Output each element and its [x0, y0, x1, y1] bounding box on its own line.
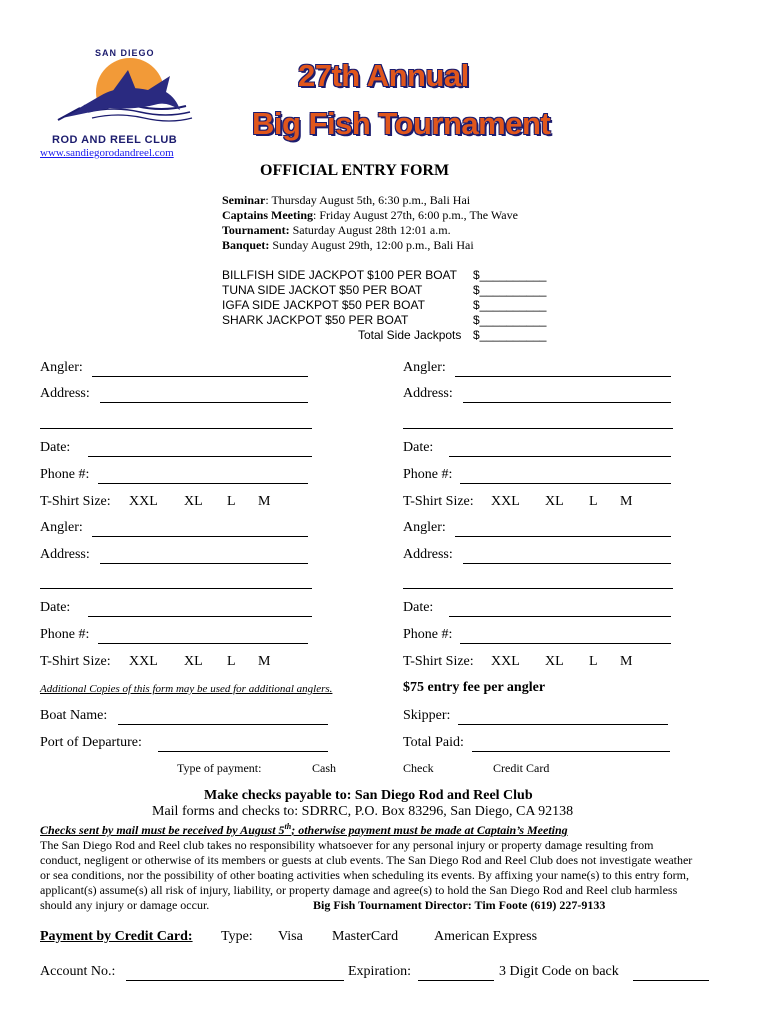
- date-2-field[interactable]: [449, 442, 671, 457]
- port-field[interactable]: [158, 737, 328, 752]
- date-3-field[interactable]: [88, 602, 312, 617]
- card-amex-option[interactable]: American Express: [434, 929, 538, 944]
- schedule-label: Banquet:: [222, 238, 270, 252]
- expiration-label: Expiration:: [348, 964, 411, 979]
- phone-1-field[interactable]: [98, 469, 308, 484]
- schedule-seminar: Seminar: Thursday August 5th, 6:30 p.m., Bali Hai: [222, 193, 471, 207]
- skipper-label: Skipper:: [403, 708, 451, 723]
- jackpot-tuna-amount[interactable]: $__________: [473, 283, 547, 297]
- date-4-label: Date:: [403, 600, 434, 615]
- size-xxl-option[interactable]: XXL: [491, 654, 520, 669]
- date-4-field[interactable]: [449, 602, 671, 617]
- angler-3-field[interactable]: [92, 522, 308, 537]
- size-l-option[interactable]: L: [589, 494, 598, 509]
- logo-top-text: SAN DIEGO: [95, 48, 155, 58]
- size-m-option[interactable]: M: [620, 654, 633, 669]
- disclaimer-line: or sea conditions, nor the possibility of other boating activities when scheduling its events. By affixing your name(s) to this entry form,: [40, 868, 689, 882]
- card-visa-option[interactable]: Visa: [278, 929, 303, 944]
- size-l-option[interactable]: L: [589, 654, 598, 669]
- entry-fee: $75 entry fee per angler: [403, 680, 546, 695]
- date-1-label: Date:: [40, 440, 71, 455]
- phone-2-field[interactable]: [460, 469, 671, 484]
- tshirt-4-label: T-Shirt Size:: [403, 654, 474, 669]
- additional-copies-note: Additional Copies of this form may be used for additional anglers.: [40, 683, 333, 695]
- address-3-line2[interactable]: [40, 574, 312, 589]
- disclaimer-line: conduct, negligent or otherwise of its members or guests at club events. The San Diego Rod and Reel Club does not investigate weather: [40, 853, 693, 867]
- tshirt-3-label: T-Shirt Size:: [40, 654, 111, 669]
- schedule-label: Tournament:: [222, 223, 290, 237]
- total-paid-label: Total Paid:: [403, 735, 464, 750]
- size-xxl-option[interactable]: XXL: [491, 494, 520, 509]
- size-m-option[interactable]: M: [258, 654, 271, 669]
- boat-name-label: Boat Name:: [40, 708, 108, 723]
- date-3-label: Date:: [40, 600, 71, 615]
- website-link[interactable]: www.sandiegorodandreel.com: [40, 147, 174, 159]
- form-title: OFFICIAL ENTRY FORM: [260, 162, 450, 179]
- size-xl-option[interactable]: XL: [184, 494, 203, 509]
- card-mastercard-option[interactable]: MasterCard: [332, 929, 399, 944]
- jackpot-igfa-label: IGFA SIDE JACKPOT $50 PER BOAT: [222, 298, 425, 312]
- size-xl-option[interactable]: XL: [184, 654, 203, 669]
- payment-card-option[interactable]: Credit Card: [493, 761, 550, 775]
- angler-2-label: Angler:: [403, 360, 446, 375]
- checks-payable: Make checks payable to: San Diego Rod and Reel Club: [204, 788, 533, 803]
- total-paid-field[interactable]: [472, 737, 670, 752]
- date-1-field[interactable]: [88, 442, 312, 457]
- address-4-line2[interactable]: [403, 574, 673, 589]
- title-line-2: Big Fish Tournament: [252, 106, 551, 141]
- credit-card-heading: Payment by Credit Card:: [40, 929, 193, 944]
- angler-4-label: Angler:: [403, 520, 446, 535]
- address-1-field[interactable]: [100, 388, 308, 403]
- account-label: Account No.:: [40, 964, 116, 979]
- size-l-option[interactable]: L: [227, 494, 236, 509]
- address-2-line2[interactable]: [403, 414, 673, 429]
- skipper-field[interactable]: [458, 710, 668, 725]
- schedule-banquet: Banquet: Sunday August 29th, 12:00 p.m., Bali Hai: [222, 238, 474, 252]
- club-logo: [40, 40, 200, 150]
- phone-3-label: Phone #:: [40, 627, 90, 642]
- angler-1-field[interactable]: [92, 362, 308, 377]
- jackpot-shark-label: SHARK JACKPOT $50 PER BOAT: [222, 313, 409, 327]
- angler-3-label: Angler:: [40, 520, 83, 535]
- address-2-field[interactable]: [463, 388, 671, 403]
- phone-3-field[interactable]: [98, 629, 308, 644]
- disclaimer-line: applicant(s) assume(s) all risk of injury, liability, or property damage and agree(s) to hold the San Diego Rod and Reel club harmless: [40, 883, 678, 897]
- payment-check-option[interactable]: Check: [403, 761, 434, 775]
- schedule-captains-meeting: Captains Meeting: Friday August 27th, 6:00 p.m., The Wave: [222, 208, 518, 222]
- payment-cash-option[interactable]: Cash: [312, 761, 336, 775]
- address-4-label: Address:: [403, 547, 453, 562]
- phone-4-label: Phone #:: [403, 627, 453, 642]
- mail-deadline: Checks sent by mail must be received by August 5th; otherwise payment must be made at Captain’s Meeting: [40, 822, 568, 837]
- logo-bottom-text: ROD AND REEL CLUB: [52, 134, 178, 146]
- phone-1-label: Phone #:: [40, 467, 90, 482]
- expiration-field[interactable]: [418, 966, 494, 981]
- card-type-label: Type:: [221, 929, 253, 944]
- director-contact: Big Fish Tournament Director: Tim Foote (619) 227-9133: [313, 898, 606, 912]
- size-m-option[interactable]: M: [620, 494, 633, 509]
- jackpot-total-label: Total Side Jackpots: [358, 328, 462, 342]
- payment-type-label: Type of payment:: [177, 761, 262, 775]
- angler-1-label: Angler:: [40, 360, 83, 375]
- tshirt-1-label: T-Shirt Size:: [40, 494, 111, 509]
- angler-2-field[interactable]: [455, 362, 671, 377]
- jackpot-total-amount[interactable]: $__________: [473, 328, 547, 342]
- security-code-label: 3 Digit Code on back: [499, 964, 619, 979]
- phone-2-label: Phone #:: [403, 467, 453, 482]
- jackpot-shark-amount[interactable]: $__________: [473, 313, 547, 327]
- angler-4-field[interactable]: [455, 522, 671, 537]
- date-2-label: Date:: [403, 440, 434, 455]
- schedule-label: Seminar: [222, 193, 266, 207]
- security-code-field[interactable]: [633, 966, 709, 981]
- size-xxl-option[interactable]: XXL: [129, 654, 158, 669]
- schedule-tournament: Tournament: Saturday August 28th 12:01 a.m.: [222, 223, 451, 237]
- port-label: Port of Departure:: [40, 735, 142, 750]
- disclaimer-line: should any injury or damage occur.: [40, 898, 210, 912]
- phone-4-field[interactable]: [460, 629, 671, 644]
- size-l-option[interactable]: L: [227, 654, 236, 669]
- jackpot-billfish-label: BILLFISH SIDE JACKPOT $100 PER BOAT: [222, 268, 457, 282]
- mail-to: Mail forms and checks to: SDRRC, P.O. Box 83296, San Diego, CA 92138: [152, 804, 574, 819]
- account-field[interactable]: [126, 966, 344, 981]
- address-1-label: Address:: [40, 386, 90, 401]
- size-m-option[interactable]: M: [258, 494, 271, 509]
- address-3-field[interactable]: [100, 549, 308, 564]
- size-xl-option[interactable]: XL: [545, 494, 564, 509]
- jackpot-igfa-amount[interactable]: $__________: [473, 298, 547, 312]
- jackpot-tuna-label: TUNA SIDE JACKOT $50 PER BOAT: [222, 283, 423, 297]
- size-xl-option[interactable]: XL: [545, 654, 564, 669]
- disclaimer-line: The San Diego Rod and Reel club takes no responsibility whatsoever for any personal injury or property damage resulting from: [40, 838, 654, 852]
- address-3-label: Address:: [40, 547, 90, 562]
- jackpot-billfish-amount[interactable]: $__________: [473, 268, 547, 282]
- size-xxl-option[interactable]: XXL: [129, 494, 158, 509]
- address-4-field[interactable]: [463, 549, 671, 564]
- title-line-1: 27th Annual: [298, 58, 469, 93]
- tshirt-2-label: T-Shirt Size:: [403, 494, 474, 509]
- boat-name-field[interactable]: [118, 710, 328, 725]
- address-1-line2[interactable]: [40, 414, 312, 429]
- address-2-label: Address:: [403, 386, 453, 401]
- schedule-label: Captains Meeting: [222, 208, 313, 222]
